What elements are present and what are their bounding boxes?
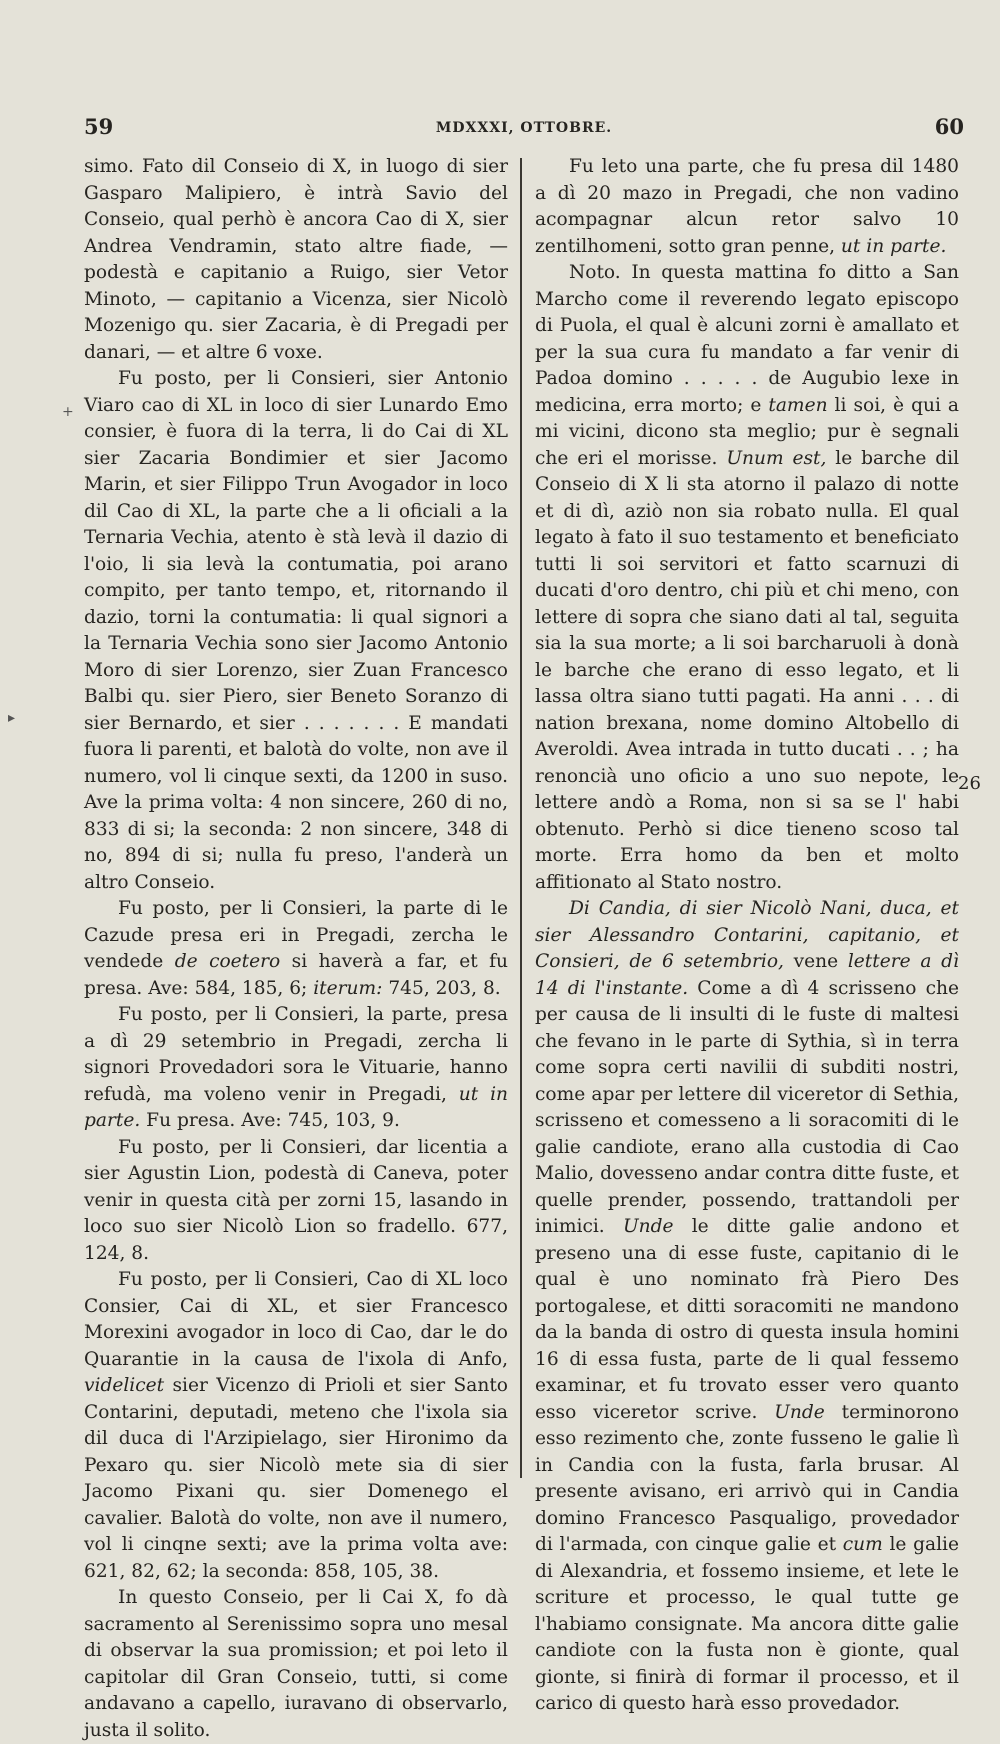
paragraph: Fu posto, per li Consieri, la parte di le Cazude presa eri in Pregadi, zercha le vendede de coetero si haverà a far, et fu presa. Ave: 584, 185, 6; iterum: 745, 203, 8. (84, 898, 508, 999)
margin-note: 26 (958, 773, 981, 794)
paragraph: Fu posto, per li Consieri, sier Antonio Viaro cao di XL in loco di sier Lunardo Emo consier, è fuora di la terra, li do Cai di XL sier Zacaria Bondimier et sier Jacomo Marin, et sier Filippo Trun Avogador in loco dil Cao di XL, la parte che a li oficiali a la Ternaria Vechia, atento è stà levà il dazio di l'oio, li sia levà la contumatia, poi arano compito, per tanto tempo, et, ritornando il dazio, torni la contumatia: li qual signori a la Ternaria Vechia sono sier Jacomo Antonio Moro di sier Lorenzo, sier Zuan Francesco Balbi qu. sier Piero, sier Beneto Soranzo di sier Bernardo, et sier . . . . . . . E mandati fuora li parenti, et balotà do volte, non ave il numero, vol li cinque sexti, da 1200 in suso. Ave la prima volta: 4 non sincere, 260 di no, 833 di si; la seconda: 2 non sincere, 348 di no, 894 di si; nulla fu preso, l'anderà un altro Conseio. (84, 368, 508, 893)
paragraph: simo. Fato dil Conseio di X, in luogo di sier Gasparo Malipiero, è intrà Savio del Conseio, qual perhò è ancora Cao di X, sier Andrea Vendramin, stato altre fiade, — podestà e capitanio a Ruigo, sier Vetor Minoto, — capitanio a Vicenza, sier Nicolò Mozenigo qu. sier Zacaria, è di Pregadi per danari, — et altre 6 voxe. (84, 156, 508, 363)
page-number-left: 59 (84, 114, 114, 139)
paragraph: Noto. In questa mattina fo ditto a San Marcho come il reverendo legato episcopo di Puola, el qual è alcuni zorni è amallato et per la sua cura fu mandato a far venir di Padoa domino . . . . . de Augubio lexe in medicina, erra morto; e tamen li soi, è qui a mi vicini, dicono sta meglio; pur è segnali che eri el morisse. Unum est, le barche dil Conseio di X li sta atorno il palazo di notte et di dì, aziò non sia robato nulla. El qual legato à fato il suo testamento et beneficiato tutti li soi servitori et fatto scarnuzi di ducati d'oro dentro, chi più et chi meno, con lettere di sopra che siano dati al tal, seguita sia la sua morte; a li soi barcharuoli à donà le barche che erano di esso legato, et li lassa oltra siano tutti pagati. Ha anni . . . di nation brexana, nome domino Altobello di Averoldi. Avea intrada in tutto ducati . . ; ha renoncià uno oficio a uno suo nepote, le lettere andò a Roma, non si sa se l' habi obtenuto. Perhò si dice tieneno scoso tal morte. Erra homo da ben et molto affitionato al Stato nostro. (535, 262, 960, 893)
left-column (84, 154, 508, 1744)
column-divider (520, 158, 522, 1478)
paragraph: Fu leto una parte, che fu presa dil 1480 a dì 20 mazo in Pregadi, che non vadino acompagnar alcun retor salvo 10 zentilhomeni, sotto gran penne, ut in parte. (535, 156, 959, 257)
paragraph: In questo Conseio, per li Cai X, fo dà sacramento al Serenissimo sopra uno mesal di observar la sua promission; et poi leto il capitolar dil Gran Conseio, tutti, si come andavano a capello, iuravano di observarlo, justa il solito. (84, 1587, 508, 1741)
paragraph: Fu posto, per li Consieri, Cao di XL loco Consier, Cai di XL, et sier Francesco Morexini avogador in loco di Cao, dar le do Quarantie in la causa de l'ixola di Anfo, videlicet sier Vicenzo di Prioli et sier Santo Contarini, deputadi, meteno che l'ixola sia dil duca di l'Arzipielago, sier Hironimo da Pexaro qu. sier Nicolò mete sia di sier Jacomo Pixani qu. sier Domenego el cavalier. Balotà do volte, non ave il numero, vol li cinqne sexti; ave la prima volta ave: 621, 82, 62; la seconda: 858, 105, 38. (84, 1269, 508, 1582)
running-title: MDXXXI, OTTOBRE. (435, 120, 613, 136)
margin-dot-mark: ▸ (8, 710, 16, 726)
page-number-right: 60 (934, 114, 964, 139)
margin-dot-mark: + (62, 404, 74, 420)
paragraph: Di Candia, di sier Nicolò Nani, duca, et sier Alessandro Contarini, capitanio, et Consieri, de 6 setembrio, vene lettere a dì 14 di l'instante. Come a dì 4 scrisseno che per causa de li insulti di le fuste di maltesi che fevano in le parte di Sythia, sì in terra come sopra certi navilii di subditi nostri, come apar per lettere dil viceretor di Sethia, scrisseno et comesseno a li soracomiti di le galie candiote, erano alla custodia di Cao Malio, dovesseno andar contra ditte fuste, et quelle prender, possendo, trattandoli per inimici. Unde le ditte galie andono et preseno una di esse fuste, capitanio di le qual è uno nominato frà Piero Des portogalese, et ditti soracomiti ne mandono da la banda di ostro di questa insula homini 16 di essa fusta, parte de li qual fessemo examinar, et fu trovato esser vero quanto esso viceretor scrive. Unde terminorono esso rezimento che, zonte fusseno le galie lì in Candia con la fusta, farla brusar. Al presente avisano, eri arrivò qui in Candia domino Francesco Pasqualigo, provedador di l'armada, con cinque galie et cum le galie di Alexandria, et fossemo insieme, et lete le scriture et processo, le qual tutte ge l'habiamo consignate. Ma ancora ditte galie candiote con la fusta non è gionte, qual gionte, si finirà di formar il processo, et il carico di questo harà esso provedador. (535, 898, 959, 1714)
right-column (535, 154, 959, 1718)
page-header (84, 114, 964, 144)
paragraph: Fu posto, per li Consieri, dar licentia a sier Agustin Lion, podestà di Caneva, poter venir in questa cità per zorni 15, lasando in loco suo sier Nicolò Lion so fradello. 677, 124, 8. (84, 1136, 508, 1264)
paragraph: Fu posto, per li Consieri, la parte, presa a dì 29 setembrio in Pregadi, zercha li signori Provedadori sora le Vituarie, hanno refudà, ma voleno venir in Pregadi, ut in parte. Fu presa. Ave: 745, 103, 9. (84, 1004, 508, 1131)
